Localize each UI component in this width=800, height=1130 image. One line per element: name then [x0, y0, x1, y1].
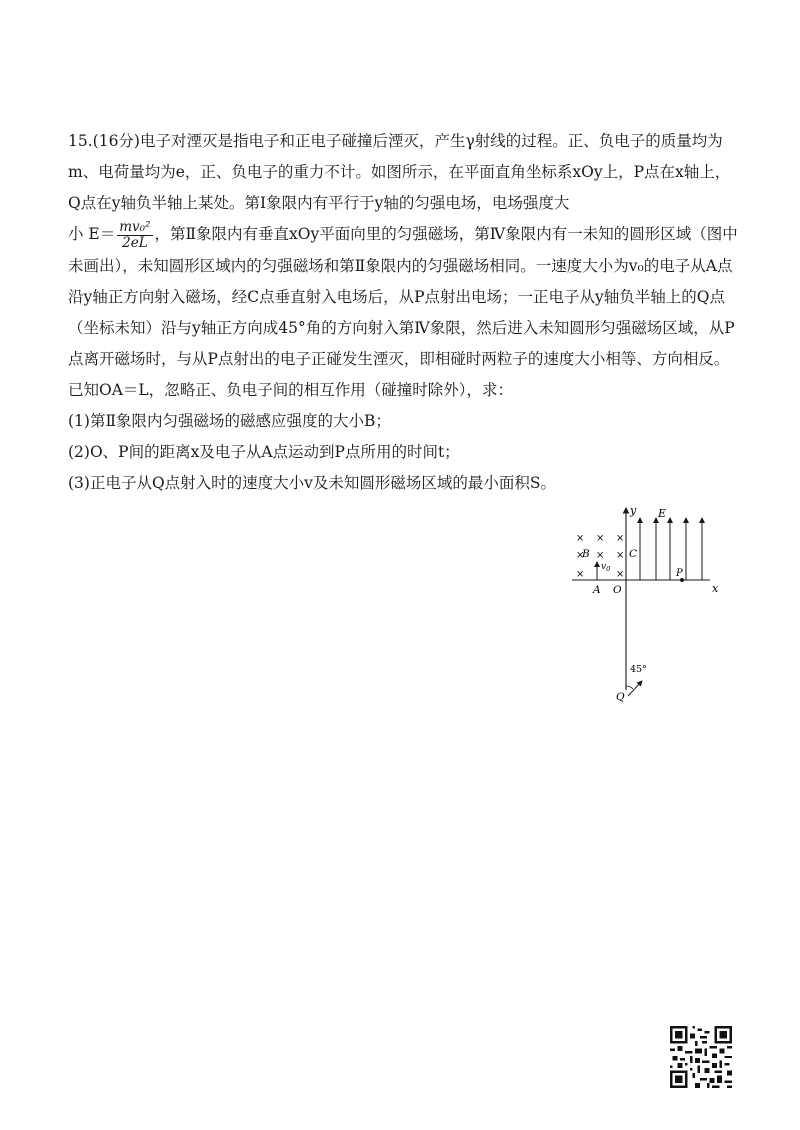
problem-text	[68, 126, 740, 406]
cross-mark: ×	[596, 550, 605, 561]
cross-mark: ×	[576, 550, 585, 561]
point-q-label: Q	[616, 691, 625, 703]
magnetic-b-label: B	[582, 548, 590, 560]
cross-mark: ×	[616, 533, 625, 544]
cross-mark: ×	[596, 533, 605, 544]
field-e-label: E	[658, 507, 667, 520]
field-e-fraction	[117, 220, 152, 251]
point-a-label: A	[593, 584, 601, 596]
y-axis-label: y	[630, 504, 637, 517]
angle-label: 45°	[630, 664, 647, 675]
cross-mark: ×	[616, 569, 625, 580]
origin-label: O	[613, 584, 622, 596]
problem-score: (16分)	[92, 132, 140, 150]
q-velocity-arrow	[628, 681, 642, 696]
cross-mark: ×	[576, 533, 585, 544]
x-axis-label: x	[712, 582, 719, 595]
angle-arc	[626, 686, 633, 689]
fraction-denominator: 2eL	[122, 234, 148, 251]
problem-paragraph-1: 电子对湮灭是指电子和正电子碰撞后湮灭，产生γ射线的过程。正、负电子的质量均为m、电荷量均为e，正、负电子的重力不计。如图所示，在平面直角坐标系xOy上，P点在x轴上，Q点在y轴负半轴上某处。第Ⅰ象限内有平行于y轴的匀强电场，电场强度大	[68, 132, 731, 212]
question-3: (3)正电子从Q点射入时的速度大小v及未知圆形磁场区域的最小面积S。	[68, 473, 557, 492]
point-p-label: P	[676, 568, 683, 579]
problem-number: 15.	[68, 132, 93, 150]
problem-paragraph-2: ，第Ⅱ象限内有垂直xOy平面向里的匀强磁场，第Ⅳ象限内有一未知的圆形区域（图中未画出），未知圆形区域内的匀强磁场和第Ⅱ象限内的匀强磁场相同。一速度大小为v₀的电子从A点沿y轴正方向射入磁场，经C点垂直射入电场后，从P点射出电场；一正电子从y轴负半轴上的Q点（坐标未知）沿与y轴正方向成45°角的方向射入第Ⅳ象限，然后进入未知圆形匀强磁场区域，从P点离开磁场时，与从P点射出的电子正碰发生湮灭，即相碰时两粒子的速度大小相等、方向相反。已知OA＝L，忽略正、负电子间的相互作用（碰撞时除外），求：	[68, 225, 738, 399]
v0-label: $v_0$	[601, 562, 611, 573]
question-2: (2)O、P间的距离x及电子从A点运动到P点所用的时间t；	[68, 442, 460, 461]
question-1: (1)第Ⅱ象限内匀强磁场的磁感应强度的大小B；	[68, 411, 391, 430]
fraction-numerator: mv₀²	[119, 218, 151, 235]
point-c-label: C	[629, 548, 638, 560]
cross-mark: ×	[616, 550, 625, 561]
field-e-prefix: 小 E＝	[68, 225, 116, 243]
problem-15	[68, 126, 740, 499]
qr-code	[670, 1026, 732, 1088]
physics-diagram	[566, 500, 738, 710]
cross-mark: ×	[576, 569, 585, 580]
electric-field-lines	[640, 518, 702, 580]
